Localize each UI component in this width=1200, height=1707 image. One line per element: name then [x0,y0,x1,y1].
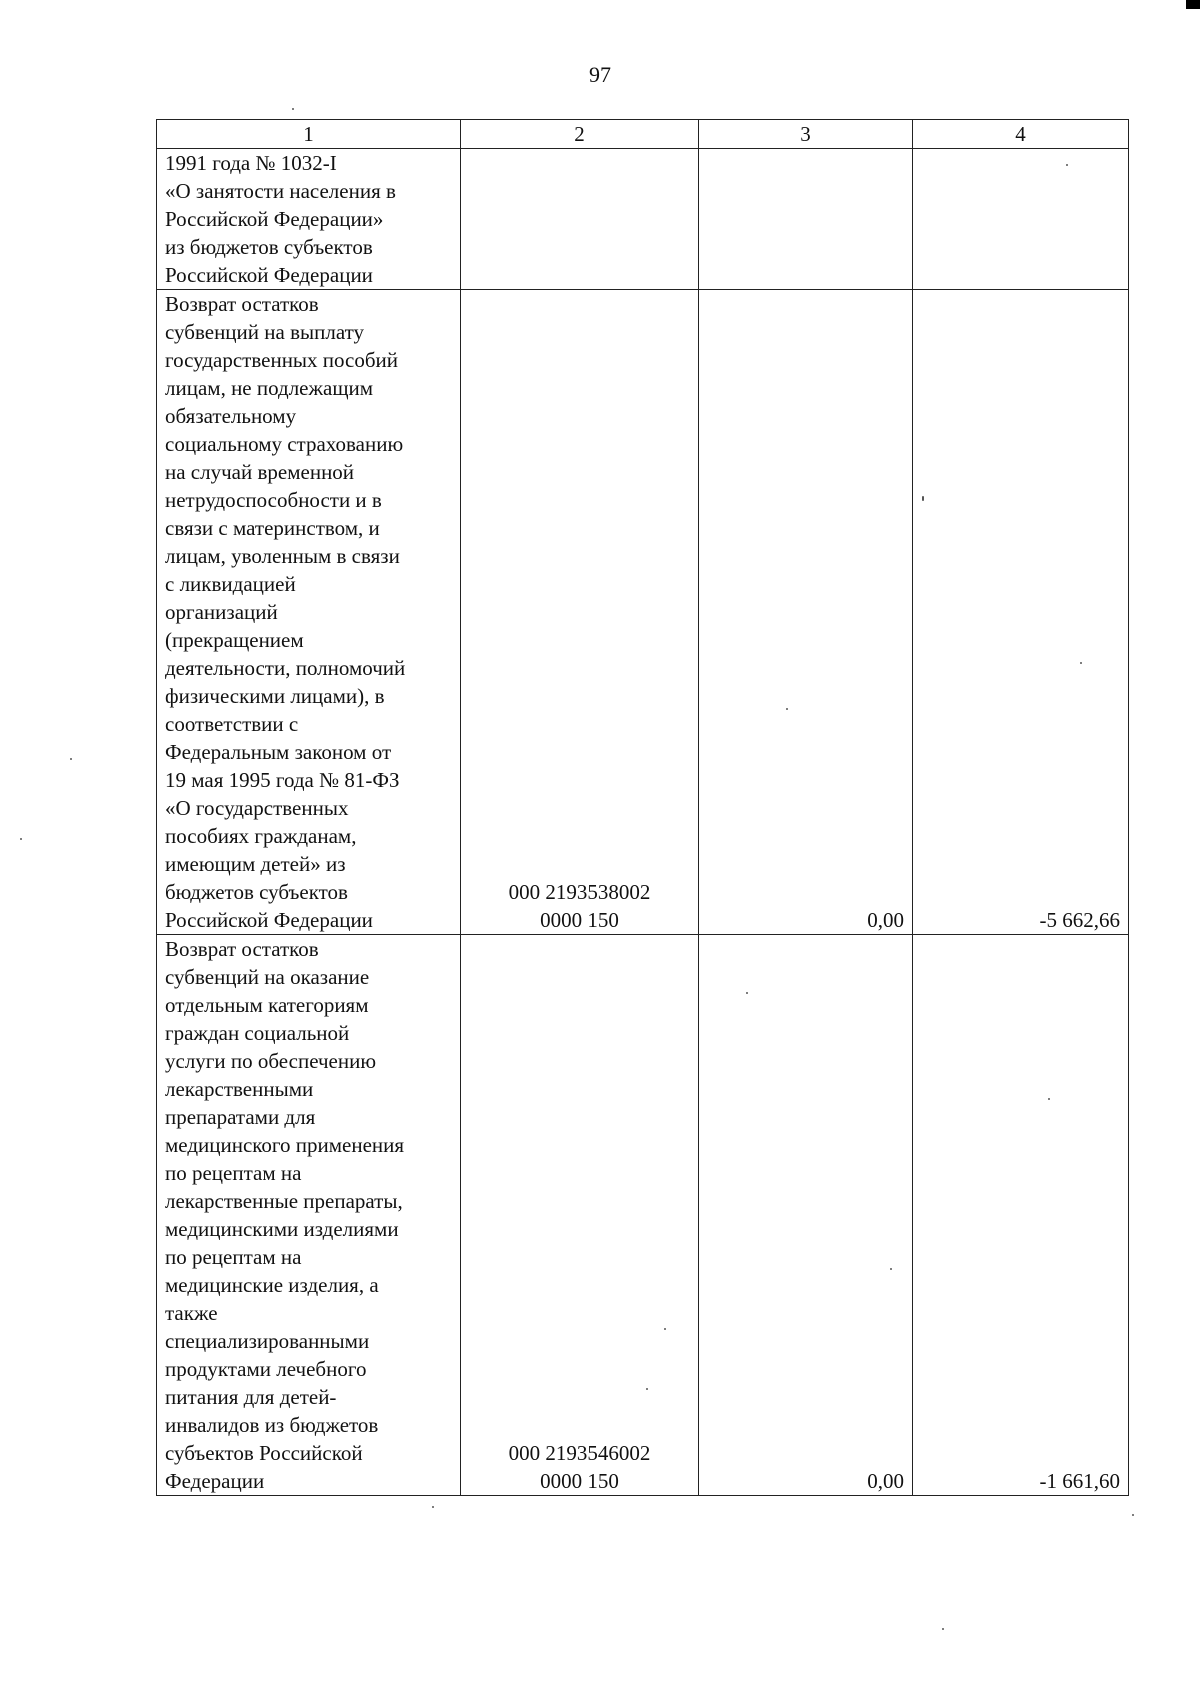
scan-speck [1132,1514,1134,1516]
scan-speck [746,992,748,994]
scan-speck [890,1268,892,1270]
row-budget-code: 000 2193546002 0000 150 [461,935,699,1496]
scan-speck [942,1628,944,1630]
row-budget-code [461,149,699,290]
row-value-col3 [699,149,913,290]
scan-speck [20,838,22,840]
scan-speck [1048,1098,1050,1100]
header-row [157,120,1129,149]
row-value-col4: -1 661,60 [913,935,1129,1496]
column-header-4: 4 [913,120,1129,149]
scan-speck [432,1506,434,1508]
row-value-col3: 0,00 [699,935,913,1496]
row-description: Возврат остатков субвенций на выплату государственных пособий лицам, не подлежащим обязательному социальному страхованию на случай временной нетрудоспособности и в связи с материнством, и лицам, уволенным в связи с ликвидацией организаций (прекращением деятельности, полномочий физическими лицами), в соответствии с Федеральным законом от 19 мая 1995 года № 81-ФЗ «О государственных пособиях гражданам, имеющим детей» из бюджетов субъектов Российской Федерации [157,290,461,935]
scan-speck [1066,164,1068,166]
scan-speck [292,108,294,110]
scan-speck [664,1328,666,1330]
row-budget-code: 000 2193538002 0000 150 [461,290,699,935]
table-row [157,290,1129,935]
table-row [157,935,1129,1496]
scan-speck [922,496,924,501]
row-description: 1991 года № 1032-I «О занятости населения в Российской Федерации» из бюджетов субъектов Российской Федерации [157,149,461,290]
column-header-1: 1 [157,120,461,149]
scan-speck [646,1388,648,1390]
row-value-col4 [913,149,1129,290]
scan-speck [70,758,72,760]
scan-corner-mark [1186,0,1200,9]
table-row [157,149,1129,290]
column-header-2: 2 [461,120,699,149]
row-value-col4: -5 662,66 [913,290,1129,935]
page-number: 97 [589,62,611,87]
scan-speck [786,708,788,710]
row-description: Возврат остатков субвенций на оказание отдельным категориям граждан социальной услуги по обеспечению лекарственными препаратами для медицинского применения по рецептам на лекарственные препараты, медицинскими изделиями по рецептам на медицинские изделия, а также специализированными продуктами лечебного питания для детей- инвалидов из бюджетов субъектов Российской Федерации [157,935,461,1496]
scan-speck [1080,662,1082,664]
column-header-3: 3 [699,120,913,149]
row-value-col3: 0,00 [699,290,913,935]
budget-table [156,119,1129,1496]
